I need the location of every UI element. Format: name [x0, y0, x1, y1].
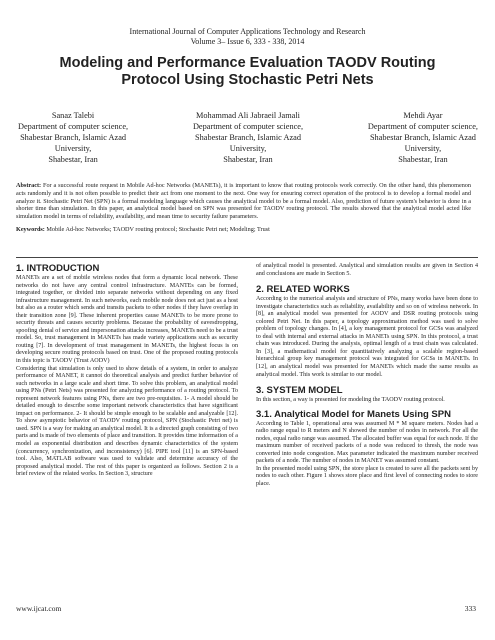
keywords-paragraph: [16, 226, 471, 234]
paper-title: [30, 55, 465, 89]
author-block: [18, 110, 478, 165]
abstract: [16, 182, 471, 234]
journal-name: International Journal of Computer Applications Technology and Research: [129, 27, 366, 36]
author-univ: University,: [404, 144, 442, 153]
intro-paragraph-1: MANETs are a set of mobile wireless nodes that form a dynamic local network. These networks do not have any central control infrastructure. MANTEs can be formed, integrated together, or divided into separate networks without depending on any fixed infrastructure management. In such networks, each mobile node does not act just as a host but also as a router which sends and transits packets to other nodes if they have overlap in their transition zone [9]. These inherent properties cause MANETs to be more prone to security threats and causes security problems. Because the probability of eavesdropping, spoofing denial of service and impersonation attacks increases, MANETs need to be a trust model. So, trust management in MANETs has made variety applications such as security routing [7]. In development of trust management in MANETs, the highest focus is on developing secure routing protocols based on trust. One of the proposed routing protocols in this topic is TAODV (Trust AODV): [16, 275, 238, 365]
abstract-paragraph: [16, 182, 471, 221]
author-univ: University,: [54, 144, 92, 153]
system-paragraph: In this section, a way is presented for modeling the TAODV routing protocol.: [256, 397, 445, 404]
author-city: Shabestar, Iran: [223, 155, 273, 164]
intro-continued: of analytical model is presented. Analytical and simulation results are given in Section 4 and conclusions are made in Section 5.: [256, 263, 478, 277]
author-name: Mehdi Ayar: [403, 111, 443, 120]
right-column: [256, 263, 478, 489]
author-dept: Department of computer science,: [18, 122, 129, 131]
section-3-1-paragraph-2: In the presented model using SPN, the store place is created to save all the packets sent by nodes to each other. Figure 1 shows store place and first level of connecting nodes to store place.: [256, 465, 478, 488]
footer-page-number: 333: [464, 604, 476, 613]
author-dept: Department of computer science,: [367, 122, 478, 131]
left-column: [16, 263, 238, 489]
abstract-text: For a successful route request in Mobile Ad-hoc Networks (MANETs), it is important to know that routing protocols work correctly. On the other hand, this phenomenon acts randomly and it is not often possible to predict their act from one moment to the next. One way for ensuring correct operation of the protocol is to develop a formal model and analyze it. Stochastic Petri Net (SPN) is a formal modeling language which causes the analytical model to be a formal model. Also, prediction of future system's behavior is done in a shorter time than simulation. In this paper, an analytical model based on SPN was presented for TAODV routing protocol. The results showed that the analytical model acted like simulation model in terms of reliability, availability, and mean time to security failure parameters.: [16, 182, 471, 221]
author-3: [368, 110, 478, 165]
heading-introduction: 1. INTRODUCTION: [16, 263, 100, 274]
author-branch: Shabestar Branch, Islamic Azad: [195, 133, 301, 142]
body-columns: [16, 263, 478, 489]
author-dept: Department of computer science,: [192, 122, 304, 131]
author-name: Mohammad Ali Jabraeil Jamali: [196, 111, 300, 120]
author-univ: University,: [229, 144, 267, 153]
heading-section-3-1: 3.1. Analytical Model for Manets Using SPN: [256, 408, 451, 420]
author-2: [193, 110, 303, 165]
related-paragraph: According to the numerical analysis and structure of PNs, many works have been done to investigate characteristics such as reliability, availability and so on of wireless network. In [8], an analytical model was presented for AODV and DSR routing protocols using colored Petri Net. In this paper, a topology approximation method was used to solve problem of topology changes. In [4], a key management protocol for GCSs was analyzed to deal with internal and external attacks in MANETs using SPN. In this protocol, a trust chain was introduced. During the analysis, optimal length of a trust chain was calculated. In [3], a mathematical model for quantitatively analyzing a scalable region-based hierarchical group key management protocol was integrated for GCSs in MANETs. In [12], an analytical model was presented for MANETs which made the same results as analytical model. This work is similar to our model.: [256, 296, 478, 378]
author-city: Shabestar, Iran: [48, 155, 98, 164]
keywords-label: Keywords:: [16, 225, 45, 233]
section-3-1-paragraph-1: According to Table 1, operational area was assumed M * M square meters. Nodes had a radio range equal to R meters and N showed the number of nodes in network. For all the nodes, equal radio range was assumed. The allocated buffer was equal for each node. If the maximum number of received packets of a node was reduced to thresh, the node was converted into node congestion. Max parameter indicated the maximum number received packets of a node. The number of nodes in MANET was assumed constant.: [256, 420, 478, 465]
footer-website: www.ijcat.com: [16, 604, 62, 613]
abstract-label: Abstract:: [16, 182, 42, 189]
author-name: Sanaz Talebi: [51, 111, 95, 120]
title-line-1: Modeling and Performance Evaluation TAODV Routing: [59, 55, 436, 71]
keywords-text: Mobile Ad-hoc Networks; TAODV routing protocol; Stochastic Petri net; Modeling; Trust: [46, 225, 270, 233]
heading-related-works: 2. RELATED WORKS: [256, 284, 350, 296]
author-1: [18, 110, 128, 165]
page-footer: [16, 604, 476, 613]
intro-paragraph-2: Considering that simulation is only used to show details of a system, in order to analyze performance of MANET, it cannot do theoretical analysis and predict further behavior of such networks in a large scale and short time. To solve this problem, an analytical model using PNs (Petri Nets) was presented for analyzing performance of a routing protocol. To represent network features using PNs, there are two pre-requisites. 1- A model should be detailed enough to describe some important network characteristics that have significant impact on performance. 2- It should be simple enough to be scalable and analyzable [12]. To show asymptotic behavior of TAODV routing protocol, SPN (Stochastic Petri net) is used. SPN is a way for making an analytical model. It is a directed graph consisting of two parts and is made of two elements of place and transition. It provides time information of a model as exponential distribution and describes dynamic characteristics of the system (concurrency, synchronization, and inconsistency) [6]. PIPE tool [11] is an SPN-based tool. Also, MATLAB software was used to validate and determine accuracy of the proposed analytical model. The rest of this paper is organized as follows. Section 2 is a brief review of the related works. In Section 3, structure: [16, 365, 238, 478]
journal-volume: Volume 3– Issue 6, 333 - 338, 2014: [190, 37, 305, 46]
author-branch: Shabestar Branch, Islamic Azad: [20, 133, 127, 142]
author-branch: Shabestar Branch, Islamic Azad: [369, 133, 476, 142]
journal-header: [0, 27, 495, 47]
title-line-2: Protocol Using Stochastic Petri Nets: [121, 72, 374, 88]
heading-system-model: 3. SYSTEM MODEL: [256, 385, 343, 397]
section-divider: [16, 257, 478, 258]
author-city: Shabestar, Iran: [398, 155, 448, 164]
